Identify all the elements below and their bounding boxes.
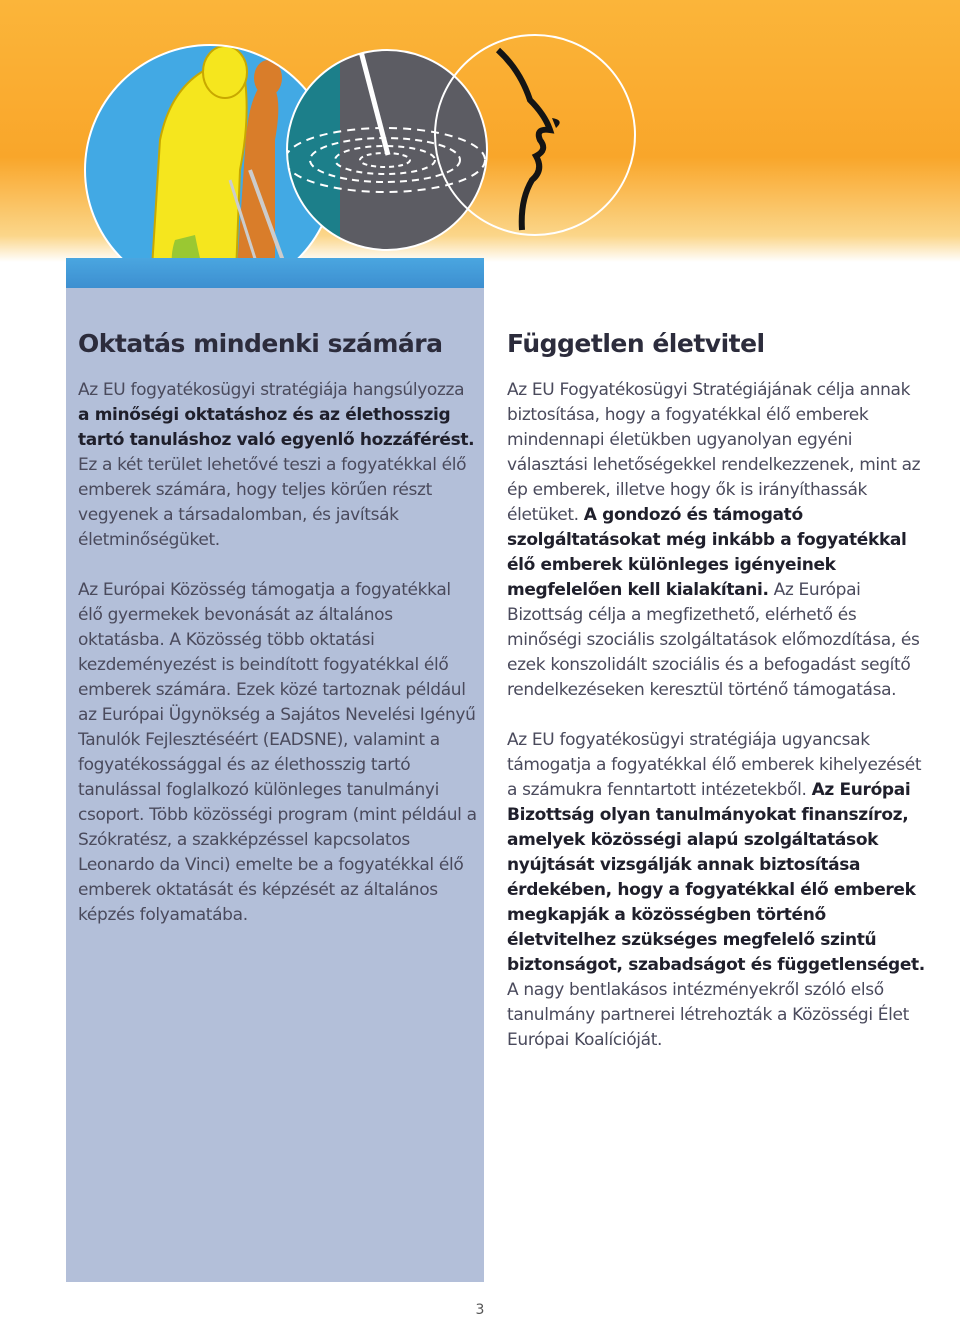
left-paragraph-1 — [78, 378, 478, 553]
left-p1-bold: a minőségi oktatáshoz és az élethosszig tartó tanuláshoz való egyenlő hozzáférést. — [78, 405, 475, 450]
header-illustration — [0, 0, 960, 262]
left-heading: Oktatás mindenki számára — [78, 329, 443, 358]
page-number: 3 — [475, 1302, 485, 1318]
left-paragraph-2: Az Európai Közösség támogatja a fogyatékkal élő gyermekek bevonását az általános oktatásba. A Közösség több oktatási kezdeményezést is beindított fogyatékkal élő emberek számára. Ezek közé tartoznak például az Európai Ügynökség a Sajátos Nevelési Igényű Tanulók Fejlesztéséért (EADSNE), valamint a fogyatékossággal és az élethosszig tartó tanulással foglalkozó különleges tanulmányi csoport. Több közösségi program (mint például a Szókratész, a szakképzéssel kapcsolatos Leonardo da Vinci) emelte be a fogyatékkal élő emberek oktatását és képzését az általános képzés folyamatába. — [78, 580, 477, 925]
right-paragraph-2 — [507, 728, 927, 1053]
right-p2-bold: Az Európai Bizottság olyan tanulmányokat finanszíroz, amelyek közösségi alapú szolgáltatások nyújtását vizsgálják annak biztosítása érdekében, hogy a fogyatékkal élő emberek megkapják a közösségben történő életvitelhez szükséges megfelelő szintű biztonságot, szabadságot és függetlenséget. — [507, 780, 925, 975]
right-paragraph-1 — [507, 378, 927, 703]
left-p1-text-1: Az EU fogyatékosügyi stratégiája hangsúlyozza — [78, 380, 465, 400]
left-p1-text-2: Ez a két terület lehetővé teszi a fogyatékkal élő emberek számára, hogy teljes körűen részt vegyenek a társadalomban, és javítsák életminőségüket. — [78, 455, 467, 550]
right-p1-text-2: Az Európai Bizottság célja a megfizethető, elérhető és minőségi szociális szolgáltatások előmozdítása, és ezek konszolidált szociális és a befogadást segítő rendelkezéseken keresztül történő támogatása. — [507, 580, 920, 700]
right-p1-text-1: Az EU Fogyatékosügyi Stratégiájának célja annak biztosítása, hogy a fogyatékkal élő emberek mindennapi életükben ugyanolyan egyéni választási lehetőségekkel rendelkezzenek, mint az ép emberek, illetve hogy ők is irányíthassák életüket. — [507, 380, 921, 525]
right-p2-text-2: A nagy bentlakásos intézményekről szóló első tanulmány partnerei létrehozták a Közösségi Élet Európai Koalícióját. — [507, 980, 909, 1050]
right-p2-text-1: Az EU fogyatékosügyi stratégiája ugyancsak támogatja a fogyatékkal élő emberek kihelyezését a számukra fenntartott intézetekből. — [507, 730, 922, 800]
illustration-graphic — [0, 0, 960, 262]
right-column — [507, 328, 927, 1078]
accent-strip — [66, 258, 484, 288]
left-column — [78, 328, 478, 953]
right-heading: Független életvitel — [507, 329, 765, 358]
right-p1-bold: A gondozó és támogató szolgáltatásokat még inkább a fogyatékkal élő emberek különleges igényeinek megfelelően kell kialakítani. — [507, 505, 907, 600]
